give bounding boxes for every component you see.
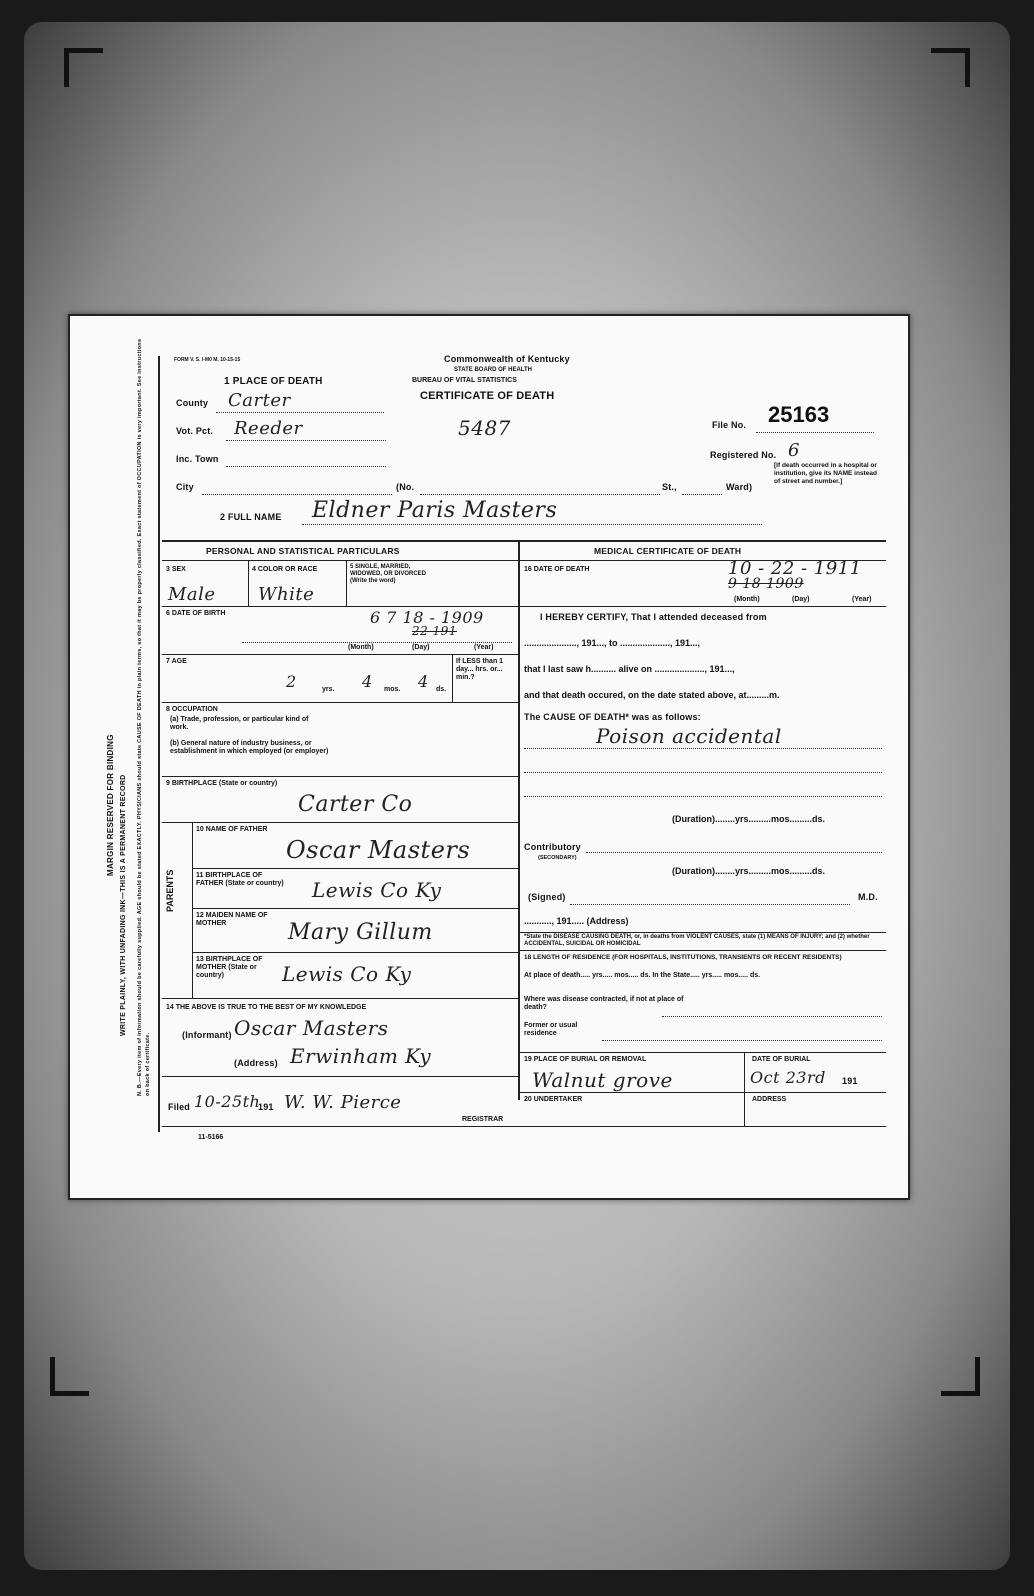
row-rule-2 <box>162 654 518 655</box>
header-board: STATE BOARD OF HEALTH <box>454 367 532 373</box>
attended-dates: ....................., 191..., to ...................., 191..., <box>524 638 701 648</box>
contributory-line <box>586 852 882 853</box>
filed-value: 10-25th <box>194 1092 261 1111</box>
vot-pct-value: Reeder <box>234 418 303 439</box>
cause-label: The CAUSE OF DEATH* was as follows: <box>524 712 701 722</box>
city-label: City <box>176 482 194 492</box>
birthplace-value: Carter Co <box>298 792 413 817</box>
color-divider <box>346 560 347 606</box>
duration-1: (Duration)........yrs.........mos.........ds. <box>672 814 826 824</box>
med-rule-3 <box>518 950 886 951</box>
vot-pct-line <box>226 440 386 441</box>
death-year-label: (Year) <box>852 596 872 603</box>
burial-divider <box>744 1052 745 1126</box>
row-rule-5 <box>162 822 518 823</box>
color-label: 4 COLOR OR RACE <box>252 566 318 573</box>
personal-heading-rule <box>162 560 518 561</box>
dob-struck: 22 191 <box>412 624 457 638</box>
parents-label: PARENTS <box>165 869 175 912</box>
age-divider <box>452 654 453 702</box>
death-occurred: and that death occured, on the date stated above, at.........m. <box>524 690 780 700</box>
dob-year-label: (Year) <box>474 644 494 651</box>
age-less-label: If LESS than 1 day... hrs. or... min.? <box>456 658 504 681</box>
full-name-line <box>302 524 762 525</box>
hospital-note: [If death occurred in a hospital or institution, give its NAME instead of street and number.] <box>774 462 877 485</box>
med-rule-5 <box>518 1092 886 1093</box>
occupation-b: (b) General nature of industry business, or establishment in which employed (or employer) <box>170 740 329 755</box>
binding-margin-plainly <box>120 774 131 1036</box>
street-line <box>420 494 660 495</box>
secondary-label: (SECONDARY) <box>538 855 577 861</box>
age-yrs-label: yrs. <box>322 686 335 693</box>
mother-name-label: 12 MAIDEN NAME OF MOTHER <box>196 912 268 927</box>
med-rule-2 <box>518 932 886 933</box>
cause-line-3 <box>524 796 882 797</box>
dob-value: 6 7 18 - 1909 <box>370 608 484 627</box>
age-mos-label: mos. <box>384 686 401 693</box>
undertaker-label: 20 UNDERTAKER <box>524 1096 583 1103</box>
signed-label: (Signed) <box>528 892 566 902</box>
occupation-label: 8 OCCUPATION <box>166 706 218 713</box>
inc-town-line <box>226 466 386 467</box>
age-months: 4 <box>362 672 373 691</box>
age-years: 2 <box>286 672 297 691</box>
death-date-label: 16 DATE OF DEATH <box>524 566 590 573</box>
row-rule-9 <box>162 998 518 999</box>
row-rule-3 <box>162 702 518 703</box>
header-bureau: BUREAU OF VITAL STATISTICS <box>412 377 517 384</box>
registered-no-value: 6 <box>788 440 800 461</box>
father-birthplace-value: Lewis Co Ky <box>312 878 442 902</box>
ward-label: Ward) <box>726 482 753 492</box>
cause-footnote: *State the DISEASE CAUSING DEATH, or, in deaths from VIOLENT CAUSES, state (1) MEANS OF INJURY; and (2) whether ACCIDENTAL, SUICIDAL OR HOMICIDAL <box>524 934 870 947</box>
father-name-value: Oscar Masters <box>286 836 471 864</box>
certify-text: I HEREBY CERTIFY, That I attended deceased from <box>540 612 767 622</box>
informant-cert: 14 THE ABOVE IS TRUE TO THE BEST OF MY KNOWLEDGE <box>166 1004 367 1011</box>
death-certificate <box>68 314 910 1200</box>
burial-place-label: 19 PLACE OF BURIAL OR REMOVAL <box>524 1056 647 1063</box>
death-date-struck: 9 18 1909 <box>728 576 804 592</box>
burial-place-value: Walnut grove <box>532 1068 673 1092</box>
residence-row: At place of death..... yrs..... mos..... ds. In the State..... yrs..... mos..... ds. <box>524 972 761 979</box>
row-rule-7 <box>192 908 518 909</box>
signed-line <box>570 904 850 905</box>
registrar-value: W. W. Pierce <box>284 1092 402 1113</box>
footer-code: 11-5166 <box>198 1134 224 1141</box>
dob-day-label: (Day) <box>412 644 430 651</box>
informant-value: Oscar Masters <box>234 1016 389 1040</box>
dob-label: 6 DATE OF BIRTH <box>166 610 226 617</box>
crop-mark-top-right <box>931 48 970 87</box>
street-no-label: (No. <box>396 482 415 492</box>
birthplace-label: 9 BIRTHPLACE (State or country) <box>166 780 278 787</box>
age-days: 4 <box>418 672 429 691</box>
former-residence-line <box>602 1040 882 1041</box>
inc-town-label: Inc. Town <box>176 454 219 464</box>
last-saw: that I last saw h.......... alive on ...................., 191..., <box>524 664 735 674</box>
informant-address-label: (Address) <box>234 1058 278 1068</box>
full-name-value: Eldner Paris Masters <box>312 498 558 523</box>
binding-margin <box>106 734 119 876</box>
form-number: FORM V. S. I-M0 M. 10-15-15 <box>174 357 241 363</box>
crop-mark-bottom-left <box>50 1357 89 1396</box>
father-name-label: 10 NAME OF FATHER <box>196 826 268 833</box>
dob-month-label: (Month) <box>348 644 374 651</box>
file-no-line <box>756 432 874 433</box>
header-title: CERTIFICATE OF DEATH <box>420 390 555 402</box>
informant-address-value: Erwinham Ky <box>290 1044 432 1068</box>
occupation-a: (a) Trade, profession, or particular kind of work. <box>170 716 309 731</box>
age-label: 7 AGE <box>166 658 187 665</box>
header-commonwealth: Commonwealth of Kentucky <box>444 354 570 364</box>
section-rule-top <box>162 540 886 542</box>
former-residence-label: Former or usual residence <box>524 1022 578 1037</box>
sex-value: Male <box>168 584 216 605</box>
informant-label: (Informant) <box>182 1030 232 1040</box>
certificate-form <box>162 352 892 1142</box>
burial-date-value: Oct 23rd <box>750 1068 826 1087</box>
cause-line-1 <box>524 748 882 749</box>
filed-year: 191 <box>258 1102 274 1112</box>
file-no-label: File No. <box>712 420 747 430</box>
med-rule-1 <box>518 606 886 607</box>
registrar-label: REGISTRAR <box>462 1116 504 1123</box>
city-line <box>202 494 392 495</box>
personal-heading: PERSONAL AND STATISTICAL PARTICULARS <box>206 546 400 556</box>
contracted-label: Where was disease contracted, if not at place of death? <box>524 996 684 1011</box>
vot-pct-label: Vot. Pct. <box>176 426 214 436</box>
sex-label: 3 SEX <box>166 566 186 573</box>
death-day-label: (Day) <box>792 596 810 603</box>
ward-line <box>682 494 722 495</box>
burial-date-label: DATE OF BURIAL <box>752 1056 811 1063</box>
margin-instructions-text: N. B.—Every item of information should be carefully supplied. AGE should be stated EXACTLY. PHYSICIANS should state CAUSE OF DEATH in plain terms, so that it may be properly classified. Exact statement of OCCUPATION is very important. See instructions on back of certificate. <box>137 338 151 1096</box>
row-rule-10 <box>162 1076 518 1077</box>
md-label: M.D. <box>858 892 878 902</box>
street-label: St., <box>662 482 677 492</box>
signed-date-address: ..........., 191..... (Address) <box>524 916 629 926</box>
county-value: Carter <box>228 390 291 411</box>
mother-birthplace-value: Lewis Co Ky <box>282 962 412 986</box>
death-month-label: (Month) <box>734 596 760 603</box>
crop-mark-bottom-right <box>941 1357 980 1396</box>
binding-margin-instructions <box>136 336 156 1096</box>
cause-value: Poison accidental <box>596 724 782 748</box>
row-rule-1 <box>162 606 518 607</box>
full-name-label: 2 FULL NAME <box>220 512 282 522</box>
county-label: County <box>176 398 209 408</box>
death-date-value: 10 - 22 - 1911 <box>728 558 862 579</box>
age-ds-label: ds. <box>436 686 447 693</box>
mother-birthplace-label: 13 BIRTHPLACE OF MOTHER (State or country) <box>196 956 263 979</box>
binding-rule <box>158 356 160 1132</box>
contributory-label: Contributory <box>524 842 581 852</box>
crop-mark-top-left <box>64 48 103 87</box>
sex-divider <box>248 560 249 606</box>
residence-label: 18 LENGTH OF RESIDENCE (FOR HOSPITALS, INSTITUTIONS, TRANSIENTS OR RECENT RESIDENTS) <box>524 954 842 961</box>
bottom-rule <box>162 1126 886 1127</box>
file-no-value: 25163 <box>768 402 830 427</box>
row-rule-4 <box>162 776 518 777</box>
undertaker-address-label: ADDRESS <box>752 1096 787 1103</box>
margin-binding-text: MARGIN RESERVED FOR BINDING <box>106 734 115 876</box>
place-of-death-heading: 1 PLACE OF DEATH <box>224 376 323 387</box>
cause-line-2 <box>524 772 882 773</box>
duration-2: (Duration)........yrs.........mos.........ds. <box>672 866 826 876</box>
filed-label: Filed <box>168 1102 191 1112</box>
row-rule-8 <box>192 952 518 953</box>
registered-no-label: Registered No. <box>710 450 777 460</box>
margin-plainly-text: WRITE PLAINLY, WITH UNFADING INK—THIS IS A PERMANENT RECORD <box>120 774 127 1036</box>
mother-name-value: Mary Gillum <box>288 920 433 945</box>
marital-label: 5 SINGLE, MARRIED, WIDOWED, OR DIVORCED (Write the word) <box>350 564 426 584</box>
medical-heading: MEDICAL CERTIFICATE OF DEATH <box>594 546 742 556</box>
med-rule-4 <box>518 1052 886 1053</box>
contracted-line <box>662 1016 882 1017</box>
number-value: 5487 <box>458 416 511 440</box>
parents-divider <box>192 822 193 998</box>
color-value: White <box>258 584 315 605</box>
dob-line <box>242 642 512 643</box>
row-rule-6 <box>192 868 518 869</box>
county-line <box>216 412 384 413</box>
column-divider <box>518 540 520 1100</box>
burial-year: 191 <box>842 1076 858 1086</box>
father-birthplace-label: 11 BIRTHPLACE OF FATHER (State or country) <box>196 872 284 887</box>
